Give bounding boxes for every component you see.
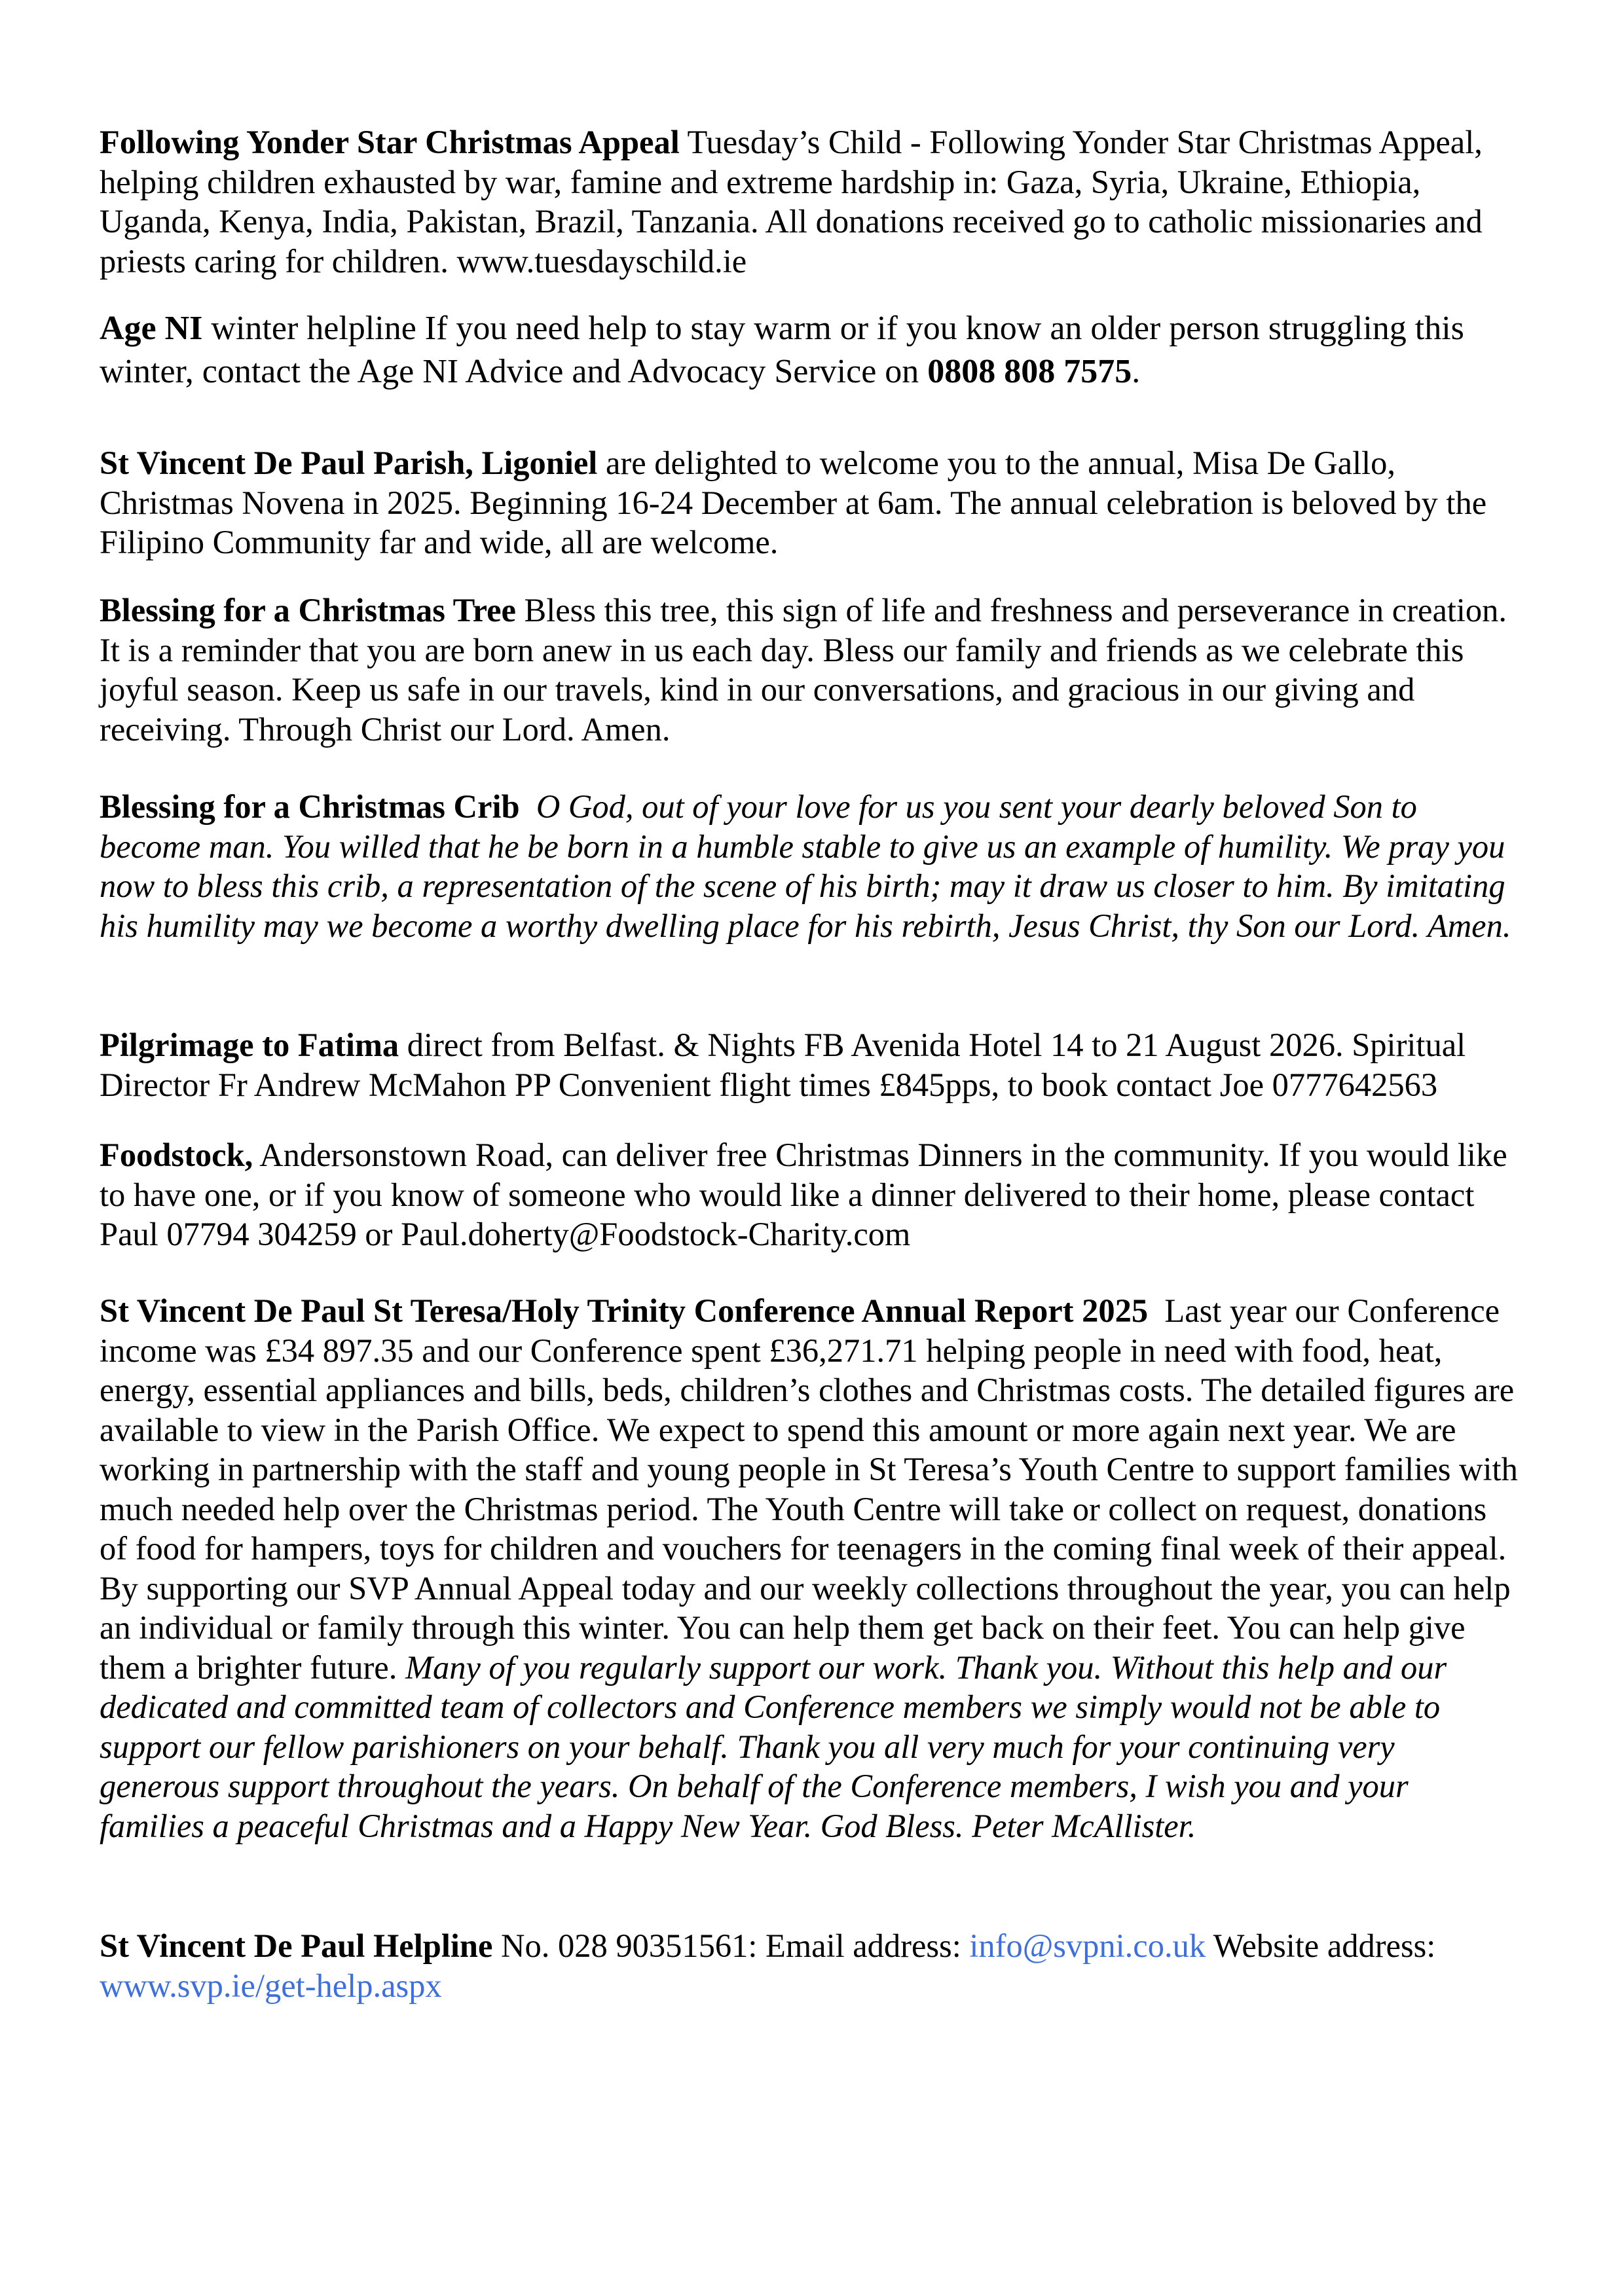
- body-svp-helpline-2: Website address:: [1206, 1927, 1436, 1964]
- body-ligoniel: are delighted to welcome you to the annual, Misa De Gallo, Christmas Novena in 2025. Beginning 16-24 December at 6am. The annual celebration is beloved by the Filipino Community far and wide, all are welcome.: [100, 445, 1487, 560]
- svp-email-link[interactable]: info@svpni.co.uk: [969, 1927, 1206, 1964]
- heading-age-ni: Age NI: [100, 310, 203, 347]
- heading-tree-blessing: Blessing for a Christmas Tree: [100, 592, 516, 629]
- body-crib-blessing: O God, out of your love for us you sent your dearly beloved Son to become man. You willed that he be born in a humble stable to give us an example of humility. We pray you now to bless this crib, a representation of the scene of his birth; may it draw us closer to him. By imitating his humility may we become a worthy dwelling place for his rebirth, Jesus Christ, thy Son our Lord. Amen.: [100, 788, 1511, 944]
- body-yonder-star: Tuesday’s Child - Following Yonder Star Christmas Appeal, helping children exhausted by war, famine and extreme hardship in: Gaza, Syria, Ukraine, Ethiopia, Uganda, Kenya, India, Pakistan, Brazil, Tanzania. All donations received go to catholic missionaries and priests caring for children. www.tuesdayschild.ie: [100, 124, 1483, 280]
- paragraph-foodstock: [100, 1135, 1521, 1254]
- paragraph-yonder-star: [100, 122, 1521, 281]
- body-tree-blessing: Bless this tree, this sign of life and freshness and perseverance in creation. It is a reminder that you are born anew in us each day. Bless our family and friends as we celebrate this joyful season. Keep us safe in our travels, kind in our conversations, and gracious in our giving and receiving. Through Christ our Lord. Amen.: [100, 592, 1507, 748]
- body-annual-report: Last year our Conference income was £34 897.35 and our Conference spent £36,271.71 helping people in need with food, heat, energy, essential appliances and bills, beds, children’s clothes and Christmas costs. The detailed figures are available to view in the Parish Office. We expect to spend this amount or more again next year. We are working in partnership with the staff and young people in St Teresa’s Youth Centre to support families with much needed help over the Christmas period. The Youth Centre will take or collect on request, donations of food for hampers, toys for children and vouchers for teenagers in the coming final week of their appeal. By supporting our SVP Annual Appeal today and our weekly collections throughout the year, you can help an individual or family through this winter. You can help them get back on their feet. You can help give them a brighter future.: [100, 1292, 1518, 1686]
- heading-svp-helpline: St Vincent De Paul Helpline: [100, 1927, 493, 1964]
- heading-annual-report: St Vincent De Paul St Teresa/Holy Trinity Conference Annual Report 2025: [100, 1292, 1149, 1329]
- paragraph-svp-helpline: [100, 1926, 1521, 2005]
- age-ni-tail: .: [1132, 353, 1141, 390]
- body-fatima: direct from Belfast. & Nights FB Avenida Hotel 14 to 21 August 2026. Spiritual Director Fr Andrew McMahon PP Convenient flight times £845pps, to book contact Joe 0777642563: [100, 1027, 1466, 1103]
- body-annual-report-italic: Many of you regularly support our work. Thank you. Without this help and our dedicated and committed team of collectors and Conference members we simply would not be able to support our fellow parishioners on your behalf. Thank you all very much for your continuing very generous support throughout the years. On behalf of the Conference members, I wish you and your families a peaceful Christmas and a Happy New Year. God Bless. Peter McAllister.: [100, 1649, 1447, 1844]
- body-age-ni: winter helpline If you need help to stay warm or if you know an older person struggling this winter, contact the Age NI Advice and Advocacy Service on: [100, 310, 1464, 390]
- age-ni-phone-number: 0808 808 7575: [927, 353, 1132, 390]
- svp-website-link[interactable]: www.svp.ie/get-help.aspx: [100, 1967, 442, 2004]
- paragraph-ligoniel: [100, 443, 1521, 562]
- heading-foodstock: Foodstock,: [100, 1137, 253, 1173]
- heading-fatima: Pilgrimage to Fatima: [100, 1027, 399, 1063]
- paragraph-age-ni: [100, 307, 1521, 393]
- paragraph-fatima: [100, 1025, 1521, 1104]
- heading-yonder-star: Following Yonder Star Christmas Appeal: [100, 124, 680, 160]
- paragraph-tree-blessing: [100, 591, 1521, 749]
- heading-crib-blessing: Blessing for a Christmas Crib: [100, 788, 520, 825]
- heading-ligoniel: St Vincent De Paul Parish, Ligoniel: [100, 445, 598, 481]
- body-svp-helpline: No. 028 90351561: Email address:: [492, 1927, 970, 1964]
- body-foodstock: Andersonstown Road, can deliver free Christmas Dinners in the community. If you would like to have one, or if you know of someone who would like a dinner delivered to their home, please contact Paul 07794 304259 or Paul.doherty@Foodstock-Charity.com: [100, 1137, 1507, 1252]
- paragraph-crib-blessing: [100, 787, 1521, 945]
- paragraph-annual-report: [100, 1291, 1521, 1846]
